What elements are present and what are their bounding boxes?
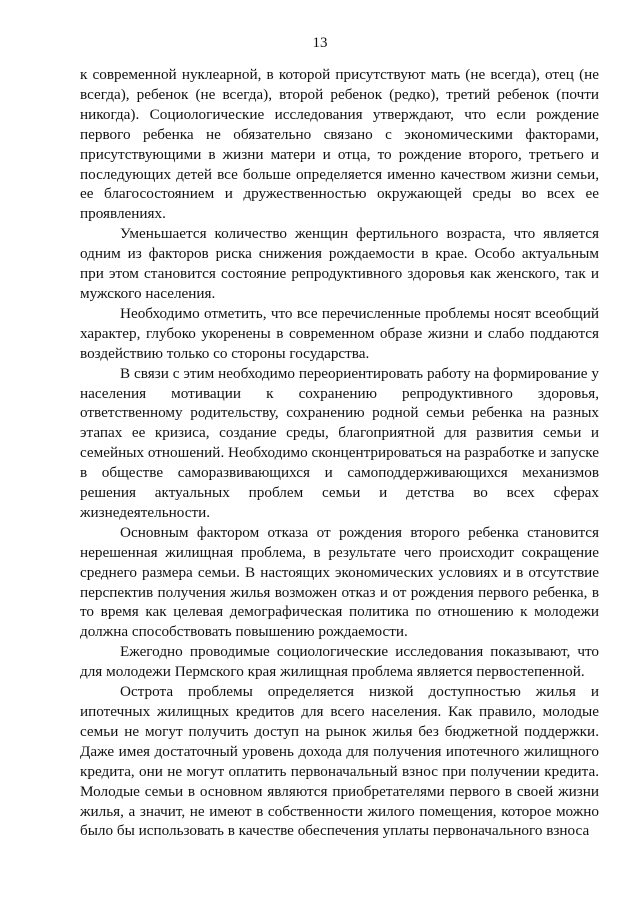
paragraph-continuation: к современной нуклеарной, в которой присутствуют мать (не всегда), отец (не всегда), ребенок (не всегда), второй ребенок (редко), третий ребенок (почти никогда). Социологические исследования утверждают, что если рождение первого ребенка не обязательно связано с экономическими факторами, присутствующими в жизни матери и отца, то рождение второго, третьего и последующих детей все больше определяется именно качеством жизни семьи, ее благосостоянием и дружественностью окружающей среды во всех ее проявлениях. (80, 66, 599, 223)
paragraph: В связи с этим необходимо переориентировать работу на формирование у населения мотивации к сохранению репродуктивного здоровья, ответственному родительству, сохранению родной семьи ребенка на разных этапах ее кризиса, создание среды, благоприятной для развития семьи и семейных отношений. Необходимо сконцентрироваться на разработке и запуске в обществе саморазвивающихся и самоподдерживающихся механизмов решения актуальных проблем семьи и детства во всех сферах жизнедеятельности. (80, 364, 600, 521)
page-number: 13 (312, 35, 328, 51)
document-body (80, 65, 599, 841)
paragraph: Необходимо отметить, что все перечисленные проблемы носят всеобщий характер, глубоко укоренены в современном образе жизни и слабо поддаются воздействию только со стороны государства. (80, 304, 599, 362)
paragraph: Уменьшается количество женщин фертильного возраста, что является одним из факторов риска снижения рождаемости в крае. Особо актуальным при этом становится состояние репродуктивного здоровья как женского, так и мужского населения. (80, 225, 599, 302)
paragraph: Ежегодно проводимые социологические исследования показывают, что для молодежи Пермского края жилищная проблема является первостепенной. (80, 643, 599, 681)
paragraph: Острота проблемы определяется низкой доступностью жилья и ипотечных жилищных кредитов для всего населения. Как правило, молодые семьи не могут получить доступ на рынок жилья без бюджетной поддержки. Даже имея достаточный уровень дохода для получения ипотечного жилищного кредита, они не могут оплатить первоначальный взнос при получении кредита. Молодые семьи в основном являются приобретателями первого в своей жизни жилья, а значит, не имеют в собственности жилого помещения, которое можно было бы использовать в качестве обеспечения уплаты первоначального взноса (80, 683, 599, 840)
paragraph: Основным фактором отказа от рождения второго ребенка становится нерешенная жилищная проблема, в результате чего происходит сокращение среднего размера семьи. В настоящих экономических условиях и в отсутствие перспектив получения жилья возможен отказ и от рождения первого ребенка, в то время как целевая демографическая политика по отношению к молодежи должна способствовать повышению рождаемости. (80, 523, 599, 641)
